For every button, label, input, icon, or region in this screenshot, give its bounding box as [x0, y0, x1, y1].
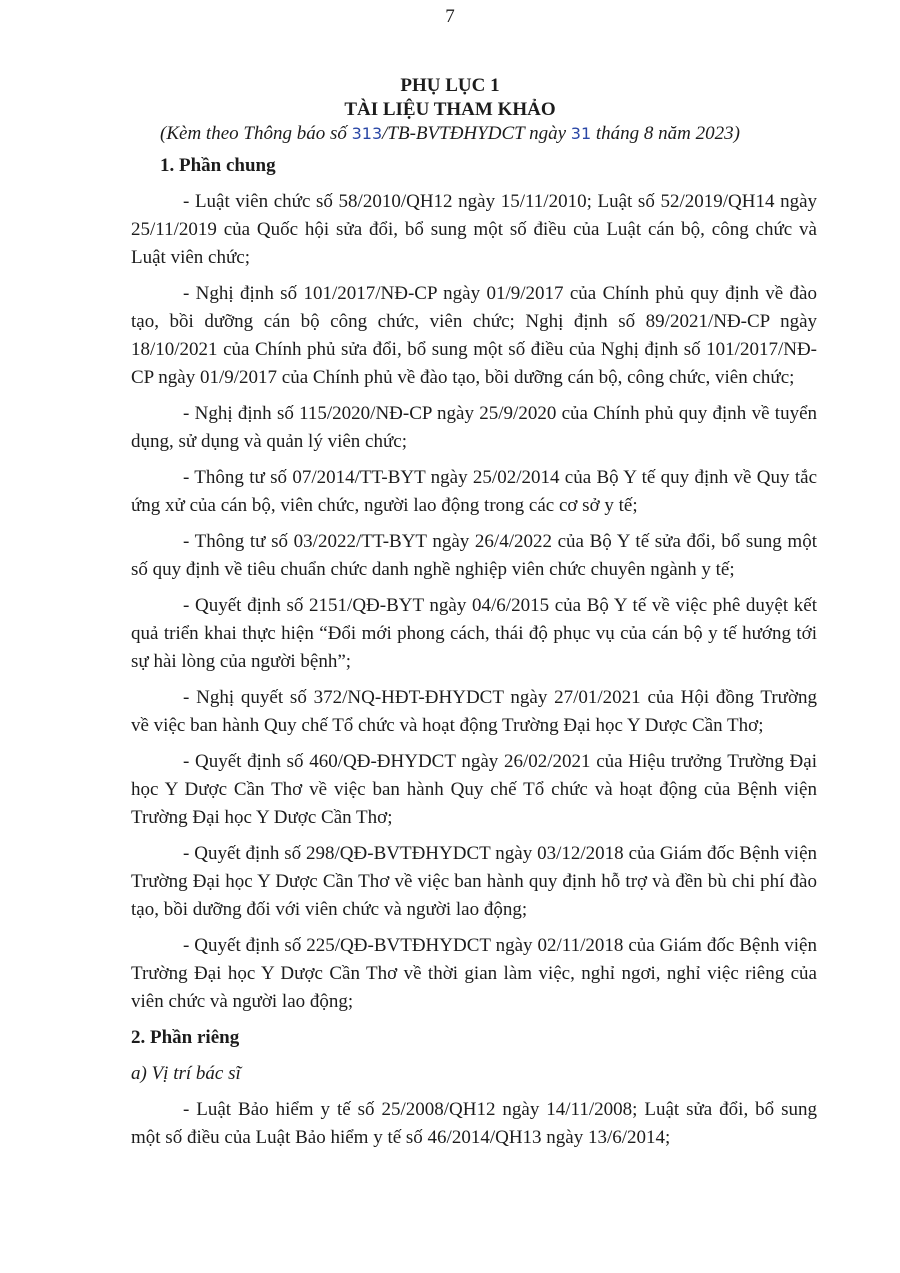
reference-item: - Luật Bảo hiểm y tế số 25/2008/QH12 ngày 14/11/2008; Luật sửa đổi, bổ sung một số điều của Luật Bảo hiểm y tế số 46/2014/QH13 ngày 13/6/2014;	[131, 1099, 817, 1148]
reference-item: - Nghị định số 101/2017/NĐ-CP ngày 01/9/2017 của Chính phủ quy định về đào tạo, bồi dưỡng cán bộ công chức, viên chức; Nghị định số 89/2021/NĐ-CP ngày 18/10/2021 của Chính phủ sửa đổi, bổ sung một số điều của Nghị định số 101/2017/NĐ-CP ngày 01/9/2017 của Chính phủ về đào tạo, bồi dưỡng cán bộ, công chức, viên chức;	[131, 283, 817, 388]
reference-item: - Thông tư số 07/2014/TT-BYT ngày 25/02/2014 của Bộ Y tế quy định về Quy tắc ứng xử của cán bộ, viên chức, người lao động trong các cơ sở y tế;	[131, 467, 817, 516]
section-heading-general: 1. Phần chung	[160, 155, 276, 176]
reference-item: - Quyết định số 460/QĐ-ĐHYDCT ngày 26/02/2021 của Hiệu trưởng Trường Đại học Y Dược Cần Thơ về việc ban hành Quy chế Tổ chức và hoạt động của Bệnh viện Trường Đại học Y Dược Cần Thơ;	[131, 751, 817, 828]
reference-item: - Nghị định số 115/2020/NĐ-CP ngày 25/9/2020 của Chính phủ quy định về tuyển dụng, sử dụng và quản lý viên chức;	[131, 403, 817, 452]
reference-item: - Quyết định số 298/QĐ-BVTĐHYDCT ngày 03/12/2018 của Giám đốc Bệnh viện Trường Đại học Y Dược Cần Thơ về việc ban hành quy định hỗ trợ và đền bù chi phí đào tạo, bồi dưỡng đối với viên chức và người lao động;	[131, 843, 817, 920]
section-heading-specific: 2. Phần riêng	[131, 1027, 240, 1048]
subtitle-pre: (Kèm theo Thông báo số	[160, 123, 352, 144]
subtitle-post: tháng 8 năm 2023)	[591, 123, 740, 144]
appendix-label: PHỤ LỤC 1	[400, 75, 500, 96]
handwritten-day: 31	[570, 124, 592, 143]
document-title: TÀI LIỆU THAM KHẢO	[344, 99, 556, 120]
page-number: 7	[445, 6, 455, 27]
reference-item: - Nghị quyết số 372/NQ-HĐT-ĐHYDCT ngày 27/01/2021 của Hội đồng Trường về việc ban hành Quy chế Tổ chức và hoạt động Trường Đại học Y Dược Cần Thơ;	[131, 687, 817, 736]
document-subtitle	[0, 122, 900, 146]
reference-item: - Quyết định số 225/QĐ-BVTĐHYDCT ngày 02/11/2018 của Giám đốc Bệnh viện Trường Đại học Y Dược Cần Thơ về thời gian làm việc, nghỉ ngơi, nghỉ việc riêng của viên chức và người lao động;	[131, 935, 817, 1012]
document-body	[131, 152, 817, 1160]
reference-item: - Luật viên chức số 58/2010/QH12 ngày 15/11/2010; Luật số 52/2019/QH14 ngày 25/11/2019 của Quốc hội sửa đổi, bổ sung một số điều của Luật cán bộ, công chức và Luật viên chức;	[131, 191, 817, 268]
reference-item: - Thông tư số 03/2022/TT-BYT ngày 26/4/2022 của Bộ Y tế sửa đổi, bổ sung một số quy định về tiêu chuẩn chức danh nghề nghiệp viên chức chuyên ngành y tế;	[131, 531, 817, 580]
document-header	[0, 74, 900, 146]
subsection-heading-doctor: a) Vị trí bác sĩ	[131, 1063, 241, 1084]
handwritten-notice-number: 313	[351, 124, 383, 143]
subtitle-mid: /TB-BVTĐHYDCT ngày	[382, 123, 571, 144]
reference-item: - Quyết định số 2151/QĐ-BYT ngày 04/6/2015 của Bộ Y tế về việc phê duyệt kết quả triển khai thực hiện “Đổi mới phong cách, thái độ phục vụ của cán bộ y tế hướng tới sự hài lòng của người bệnh”;	[131, 595, 817, 672]
